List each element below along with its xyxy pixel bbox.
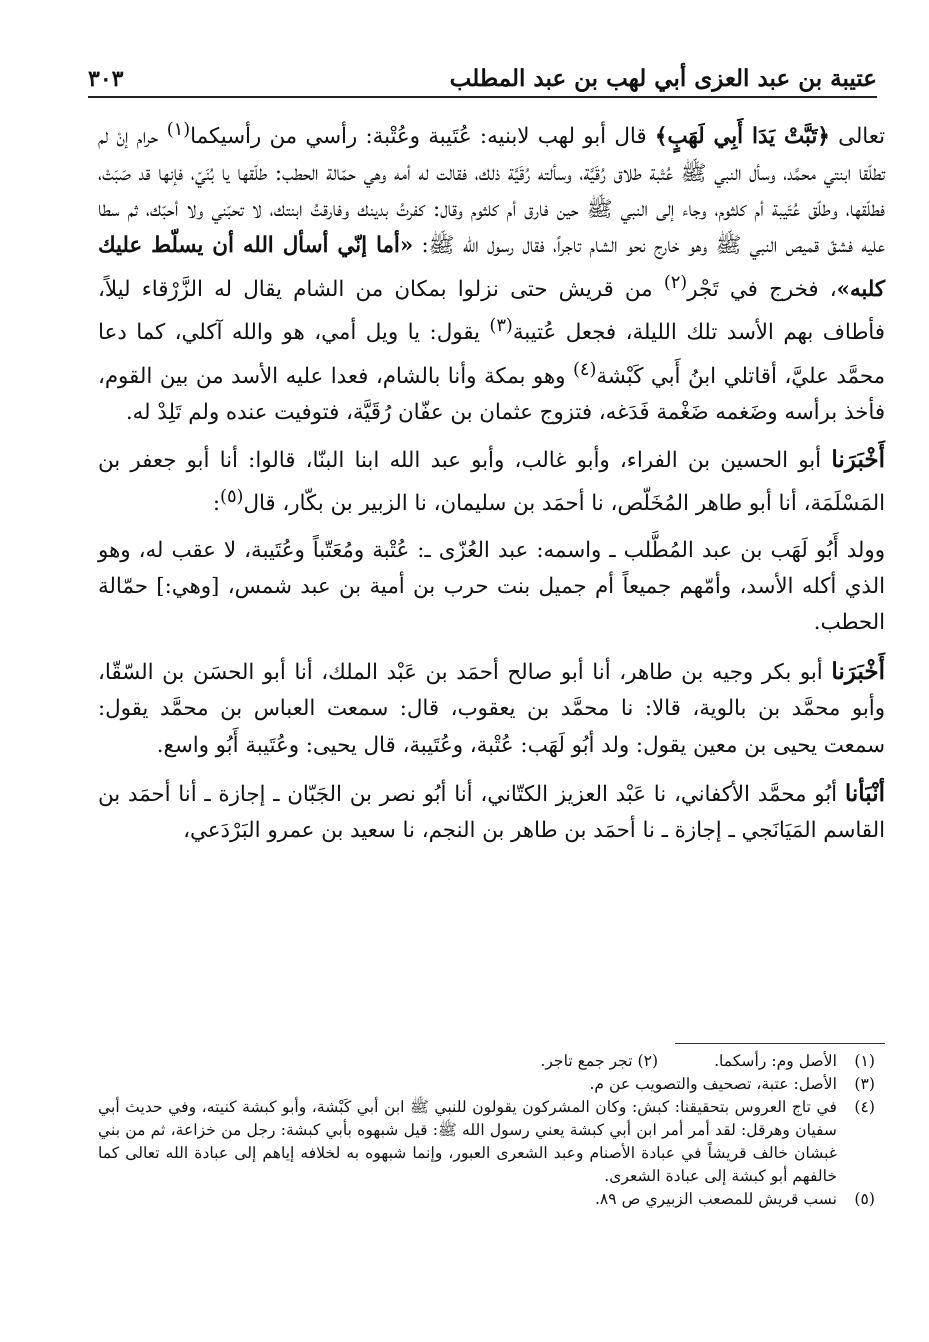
footnote-5-text: نسب قريش للمصعب الزبيري ص ٨٩.: [594, 1190, 837, 1208]
isnad-keyword: أنْبَأنا: [844, 779, 885, 807]
footnote-marker-1: (١): [166, 120, 191, 140]
p1-text-6: يقول: يا ويل أمي، هو والله آكلي، كما دعا محمَّد عليَّ، أقاتلي ابنُ أَبي كَبْشة: [98, 320, 885, 389]
page-number: ٣٠٣: [88, 66, 124, 92]
paragraph-1: [98, 112, 885, 432]
footnote-3-text: الأصل: عتبة، تصحيف والتصويب عن م.: [589, 1075, 837, 1093]
isnad-keyword: أَخْبَرَنا: [831, 445, 885, 473]
p1-text-2: قال أبو لهب لابنيه: عُتَيبة وعُتْبة: رأسي من رأسيكما: [190, 124, 647, 150]
p1-text-5: من قريش حتى نزلوا بمكان من الشام يقال له الزَّرْقاء ليلاً، فأطاف بهم الأسد تلك الليلة، فجعل عُتيبة: [98, 276, 885, 346]
footnote-row-3: [98, 1073, 875, 1096]
footnote-marker-4: (٤): [572, 359, 597, 380]
footnote-marker-2: (٢): [663, 272, 688, 293]
running-header: [88, 52, 877, 98]
paragraph-4: [98, 654, 885, 764]
footnote-row-4: [98, 1096, 875, 1188]
footnote-number: (٤): [854, 1098, 875, 1116]
paragraph-5: [98, 776, 885, 850]
p2-text-1: أبو الحسين بن الفراء، وأبو غالب، وأبو عبد الله ابنا البنّا، قالوا: أنا أبو جعفر بن المَسْلَمَة، أنا أبو طاهر المُخَلّص، نا أحمَد بن سليمان، نا الزبير بن بكّار، قال: [98, 447, 885, 517]
p1-text-1: تعالى: [838, 124, 885, 150]
paragraph-3: وولد أَبُو لَهَب بن عبد المُطَّلب ـ واسمه: عبد العُزّى ـ: عُتْبة ومُعَتّباً وعُتَيبة، لا عقب له، وهو الذي أكله الأسد، وأمّهم جميعاً أم جميل بنت حرب بن أمية بن عبد شمس، [وهي:] حمّالة الحطب.: [98, 537, 885, 636]
footnotes: [98, 1050, 875, 1211]
p1-text-7: وهو بمكة وأنا بالشام، فعدا عليه الأسد من بين القوم، فأخذ برأسه وضَغمه ضَغْمة فَدَغه، فتزوج عثمان بن عفّان رُقَيَّة، فتوفيت عنده ولم تَلِدْ له.: [98, 363, 885, 426]
footnote-2-text: تجر جمع تاجر.: [540, 1052, 633, 1070]
footnote-separator: [675, 1043, 885, 1044]
p5-text-1: أبُو محمَّد الأكفاني، نا عَبْد العزيز الكتّاني، أنا أبُو نصر بن الجَبّان ـ إجازة ـ أنا أحمَد بن القاسم المَيَانَجي ـ إجازة ـ نا أحمَد بن طاهر بن النجم، نا سعيد بن عمرو البَرْدَعي،: [98, 781, 885, 844]
main-text: [98, 112, 885, 850]
footnote-number: (١): [854, 1052, 875, 1070]
footnote-4-text: في تاج العروس بتحقيقنا: كبش: وكان المشركون يقولون للنبي ﷺ ابن أبي كَبْشة، وأبو كبشة كنيته، وفي حديث أبي سفيان وهرقل: لقد أمر أمر ابن أبي كبشة يعني رسول الله ﷺ: قيل شبهوه بأبي كبشة: رجل من خزاعة، ثم من بني غبشان خالف قريشاً في عبادة الأصنام وعبد الشعرى العبور، وإنما شبهوه به لخلافه إياهم إلى عبادة الله تعالى كما خالفهم أبو كبشة إلى عبادة الشعرى.: [98, 1098, 837, 1185]
footnote-number: (٥): [854, 1190, 875, 1208]
paragraph-2: [98, 442, 885, 523]
quran-verse: ﴿تَبَّتْ يَدَا أَبِي لَهَبٍ﴾: [654, 124, 830, 150]
footnote-number: (٢): [637, 1052, 659, 1070]
header-title: عتيبة بن عبد العزى أبي لهب بن عبد المطلب: [449, 65, 877, 92]
footnote-marker-5: (٥): [220, 487, 244, 508]
isnad-keyword: أَخْبَرَنا: [831, 657, 885, 685]
footnote-marker-3: (٣): [489, 316, 513, 337]
footnote-number: (٣): [854, 1075, 875, 1093]
footnote-1-text: الأصل وم: رأسكما.: [714, 1052, 837, 1070]
p1-text-4: ، فخرج في تَجْر: [687, 276, 837, 302]
footnote-row-5: [98, 1188, 875, 1211]
footnote-row-1-2: [98, 1050, 875, 1073]
p2-text-2: :: [212, 491, 221, 517]
p4-text-1: أبو بكر وجيه بن طاهر، أنا أبو صالح أحمَد بن عَبْد الملك، أنا أبو الحسَن بن السّقّا، وأبو محمَّد بن بالوية، قالا: نا محمَّد بن يعقوب، قال: سمعت العباس بن محمَّد يقول: سمعت يحيى بن معين يقول: ولد أبُو لَهَب: عُتْبة، وعُتَيبة، قال يحيى: وعُتَيبة أَبُو واسع.: [98, 659, 885, 758]
hadith-quote: «أما إنّي أسأل الله أن يسلّط عليك كلبه»: [98, 233, 885, 302]
p1-text-3: حرام إنْ لم تطلّقا ابنتي محمَّد، وسأل النبي ﷺ عُتْبة طلاق رُقَيَّة، وسألته رُقَيَّة ذلك، فقالت له أمه وهي حمّالة الحطب: طلّقها يا بُنَيّ، فإنها قد صَبَتْ، فطلّقها، وطلّق عُتَيبة أم كلثوم، وجاء إلى النبي ﷺ حين فارق أم كلثوم وقال: كفرتُ بدينك وفارقتُ ابنتك، لا تحبّني ولا أحبّك، ثم سطا عليه فشقّ قميص النبي ﷺ وهو خارج نحو الشام تاجراً، فقال رسول الله ﷺ:: [98, 124, 886, 259]
